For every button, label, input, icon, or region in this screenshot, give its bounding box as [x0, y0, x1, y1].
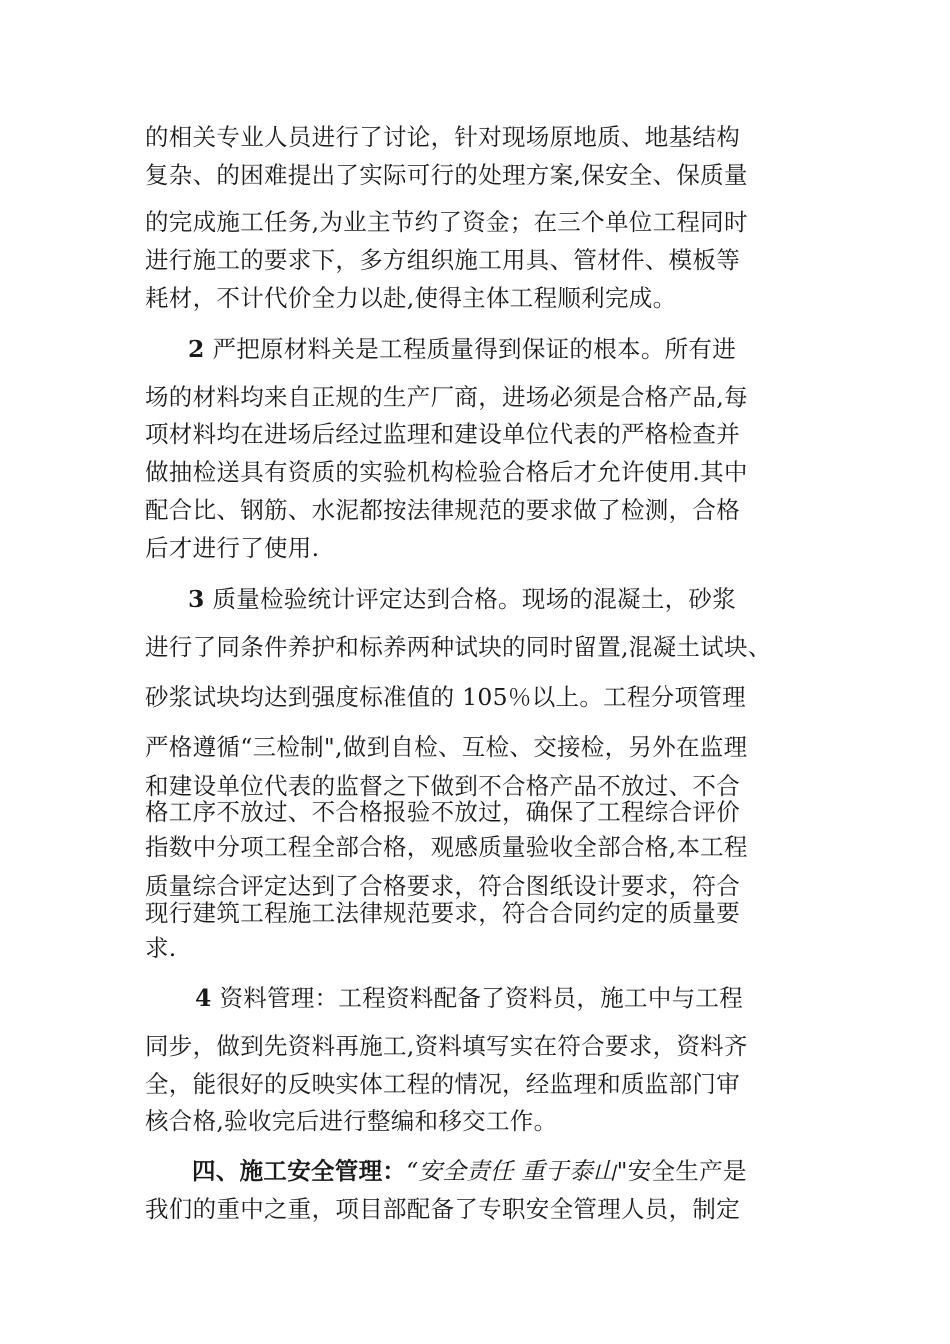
text-line: 后才进行了使用. — [145, 534, 320, 562]
text-line: 核合格,验收完后进行整编和移交工作。 — [145, 1107, 558, 1135]
text-line: 严格遵循“三检制",做到自检、互检、交接检，另外在监理 — [145, 733, 748, 761]
text-line: 的相关专业人员进行了讨论，针对现场原地质、地基结构 — [145, 123, 740, 151]
text-line: 现行建筑工程施工法律规范要求，符合合同约定的质量要 — [145, 899, 740, 927]
text-segment: 质量检验统计评定达到合格。现场的混凝土，砂浆 — [212, 585, 737, 613]
text-line: 格工序不放过、不合格报验不放过，确保了工程综合评价 — [145, 798, 740, 826]
text-line: 进行了同条件养护和标养两种试块的同时留置,混凝土试块、 — [145, 633, 772, 661]
text-line: 做抽检送具有资质的实验机构检验合格后才允许使用.其中 — [145, 458, 748, 486]
text-line: 耗材，不计代价全力以赴,使得主体工程顺利完成。 — [145, 284, 677, 312]
paragraph-4-first-line — [195, 983, 743, 1013]
text-segment: 安全生产是 — [627, 1157, 747, 1185]
text-line: 复杂、的困难提出了实际可行的处理方案,保安全、保质量 — [145, 161, 748, 189]
item-number: 3 — [188, 585, 205, 613]
text-segment: 严把原材料关是工程质量得到保证的根本。所有进 — [212, 335, 737, 363]
text-line: 场的材料均来自正规的生产厂商，进场必须是合格产品,每 — [145, 383, 748, 411]
text-line: 项材料均在进场后经过监理和建设单位代表的严格检查并 — [145, 420, 740, 448]
text-line: 和建设单位代表的监督之下做到不合格产品不放过、不合 — [145, 772, 740, 800]
section-heading: 四、施工安全管理： — [192, 1157, 407, 1185]
text-line: 质量综合评定达到了合格要求，符合图纸设计要求，符合 — [145, 872, 740, 900]
text-line: 我们的重中之重，项目部配备了专职安全管理人员，制定 — [145, 1195, 740, 1223]
slogan-text: “安全责任 重于泰山" — [406, 1157, 628, 1185]
paragraph-2-first-line — [188, 334, 736, 364]
paragraph-3-first-line — [188, 584, 736, 614]
text-line: 的完成施工任务,为业主节约了资金；在三个单位工程同时 — [145, 208, 748, 236]
section-4-heading-line — [192, 1156, 747, 1186]
text-line: 进行施工的要求下，多方组织施工用具、管材件、模板等 — [145, 246, 740, 274]
text-line: 求. — [145, 934, 177, 962]
text-line: 指数中分项工程全部合格，观感质量验收全部合格,本工程 — [145, 833, 748, 861]
text-line: 砂浆试块均达到强度标准值的 105％以上。工程分项管理 — [145, 683, 746, 711]
item-number: 2 — [188, 335, 205, 363]
text-line: 同步，做到先资料再施工,资料填写实在符合要求，资料齐 — [145, 1032, 748, 1060]
item-number: 4 — [195, 984, 212, 1012]
text-segment: 资料管理：工程资料配备了资料员，施工中与工程 — [219, 984, 744, 1012]
text-line: 配合比、钢筋、水泥都按法律规范的要求做了检测，合格 — [145, 496, 740, 524]
text-line: 全，能很好的反映实体工程的情况，经监理和质监部门审 — [145, 1070, 740, 1098]
